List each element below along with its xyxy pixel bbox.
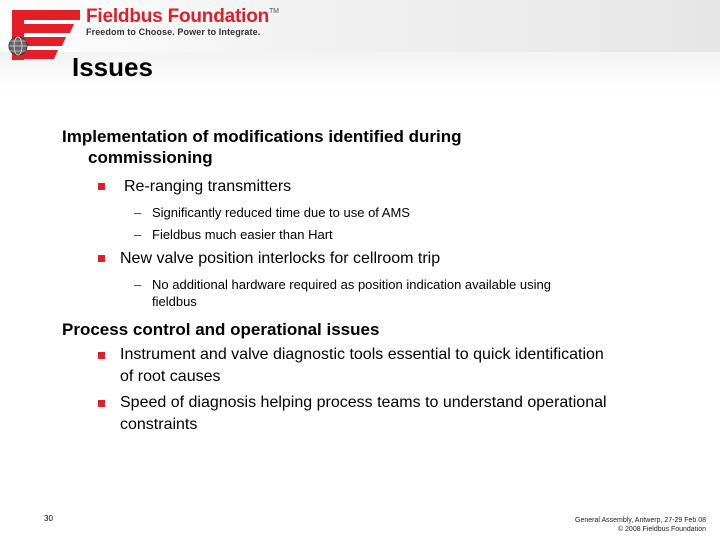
brand-tagline: Freedom to Choose. Power to Integrate. bbox=[86, 27, 261, 37]
bullet-item: New valve position interlocks for cellroom trip bbox=[120, 250, 441, 267]
footer-info bbox=[575, 516, 706, 534]
sub-bullet-item: – Significantly reduced time due to use of AMS bbox=[134, 205, 410, 220]
bullet-square-icon bbox=[98, 255, 105, 262]
section-heading-1-line1: Implementation of modifications identified during bbox=[62, 127, 462, 146]
sub-bullet-item: – Fieldbus much easier than Hart bbox=[134, 227, 333, 242]
section-heading-1-line2: commissioning bbox=[88, 148, 213, 167]
brand-name: Fieldbus Foundation™ bbox=[86, 6, 279, 27]
section-heading-2: Process control and operational issues bbox=[62, 320, 380, 339]
footer-copyright: © 2008 Fieldbus Foundation bbox=[617, 526, 706, 533]
bullet-square-icon bbox=[98, 352, 105, 359]
page-number: 30 bbox=[44, 514, 53, 523]
dash-icon: – bbox=[134, 205, 142, 220]
sub-bullet-item: – No additional hardware required as position indication available using fieldbus bbox=[134, 277, 551, 309]
trademark: TM bbox=[269, 8, 279, 15]
bullet-item: Instrument and valve diagnostic tools essential to quick identification of root causes bbox=[120, 346, 604, 385]
dash-icon: – bbox=[134, 277, 142, 292]
bullet-item: Re-ranging transmitters bbox=[124, 178, 292, 195]
slide-title: Issues bbox=[72, 52, 153, 82]
bullet-square-icon bbox=[98, 400, 105, 407]
section-heading-1 bbox=[62, 126, 462, 168]
footer-event: General Assembly, Antwerp, 27-29 Feb 08 bbox=[575, 517, 706, 524]
bullet-square-icon bbox=[98, 183, 105, 190]
bullet-item: Speed of diagnosis helping process teams to understand operational constraints bbox=[120, 394, 607, 433]
dash-icon: – bbox=[134, 227, 142, 242]
